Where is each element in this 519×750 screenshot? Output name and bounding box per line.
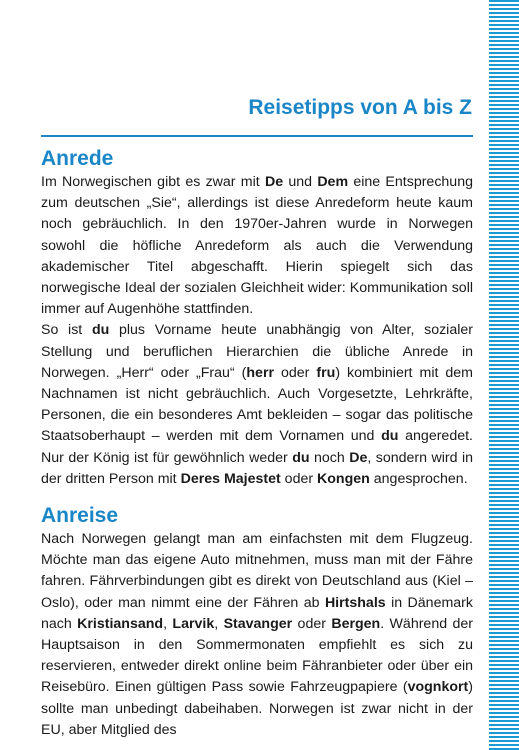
section-heading-anrede: Anrede [41,147,114,170]
header-rule [41,135,473,137]
page-body [41,146,473,741]
page-header-title: Reisetipps von A bis Z [248,96,472,119]
edge-stripe-decoration [489,0,519,750]
paragraph-anreise-1: Nach Norwegen gelangt man am einfachsten mit dem Flugzeug. Möchte man das eigene Auto mitnehmen, muss man mit der Fähre fahren. Fährverbindungen gibt es direkt von Deutschland aus (Kiel – Oslo), oder man nimmt eine der Fähren ab Hirtshals in Dänemark nach Kristiansand, Larvik, Stavanger oder Bergen. Während der Hauptsaison in den Sommermonaten empfiehlt es sich zu reservieren, entweder direkt online beim Fähranbieter oder über ein Reisebüro. Einen gültigen Pass sowie Fahrzeugpapiere (vognkort) sollte man unbedingt dabeihaben. Norwegen ist zwar nicht in der EU, aber Mitglied des [41,531,473,738]
paragraph-anrede-2: So ist du plus Vorname heute unabhängig von Alter, sozialer Stellung und beruflichen Hierarchien die übliche Anrede in Norwegen. „Herr“ oder „Frau“ (herr oder fru) kombiniert mit dem Nachnamen ist nicht gebräuchlich. Auch Vorgesetzte, Lehrkräfte, Personen, die ein besonderes Amt bekleiden – sogar das politische Staatsoberhaupt – werden mit dem Vornamen und du angeredet. Nur der König ist für gewöhnlich weder du noch De, sondern wird in der dritten Person mit Deres Majestet oder Kongen angesprochen. [41,322,474,487]
paragraph-anrede-1: Im Norwegischen gibt es zwar mit De und Dem eine Entsprechung zum deutschen „Sie“, allerdings ist diese Anredeform heute kaum noch gebräuchlich. In den 1970er-Jahren wurde in Norwegen sowohl die höfliche Anredeform als auch die Verwendung akademischer Titel abgeschafft. Hierin spiegelt sich das norwegische Ideal der sozialen Gleichheit wider: Kommunikation soll immer auf Augenhöhe stattfinden. [41,174,473,318]
section-heading-anreise: Anreise [41,504,119,528]
